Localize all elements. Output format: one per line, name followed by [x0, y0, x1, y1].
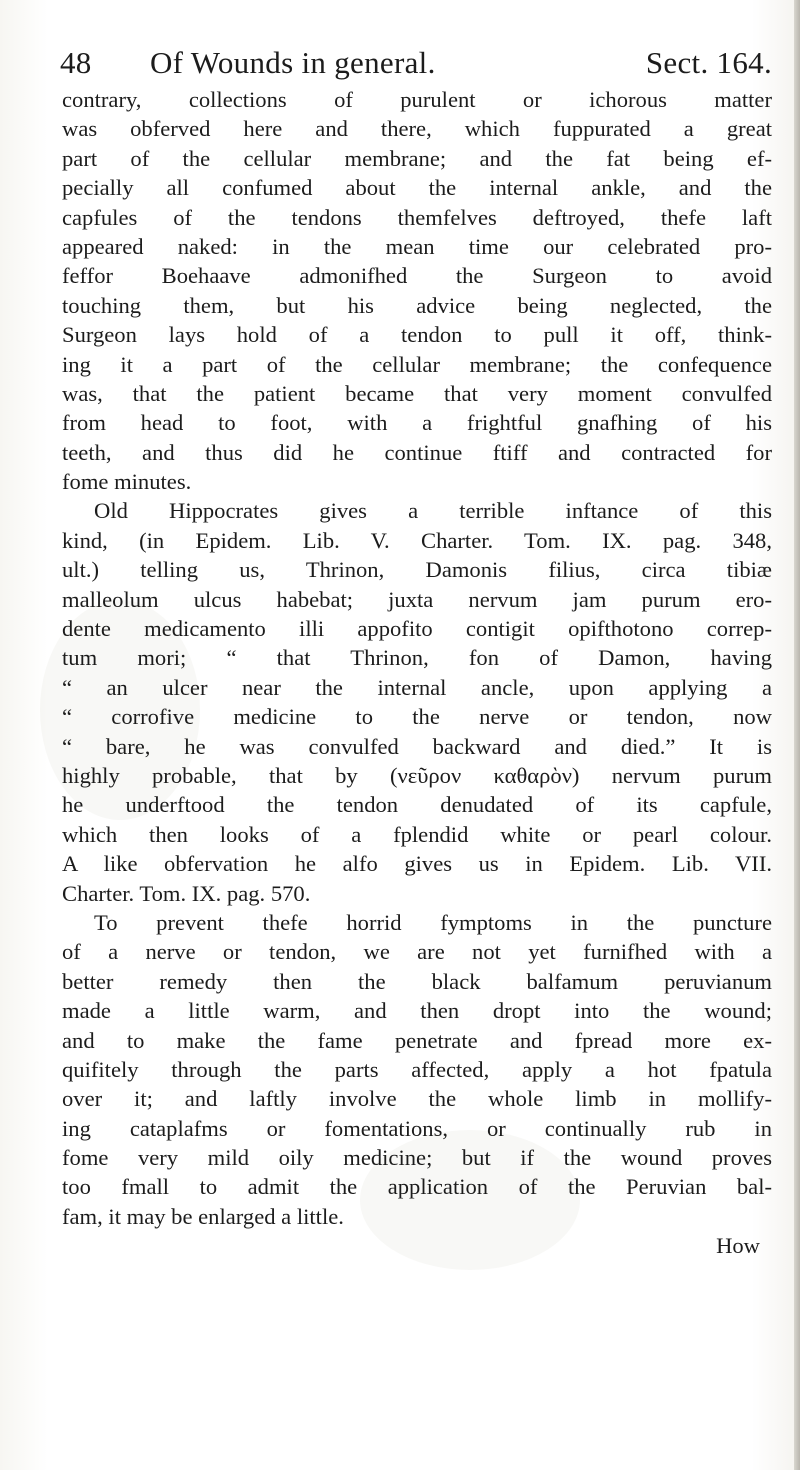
text-line: quifitely through the parts affected, apply a hot fpatula: [62, 1056, 772, 1082]
text-line: ing it a part of the cellular membrane; the confequence: [62, 351, 772, 377]
text-line: fome very mild oily medicine; but if the wound proves: [62, 1145, 772, 1171]
text-line: kind, (in Epidem. Lib. V. Charter. Tom. IX. pag. 348,: [62, 527, 772, 553]
text-line: made a little warm, and then dropt into the wound;: [62, 998, 772, 1024]
text-line: “ an ulcer near the internal ancle, upon applying a: [62, 674, 772, 700]
text-line: To prevent thefe horrid fymptoms in the puncture: [94, 909, 772, 935]
text-line: was obferved here and there, which fuppurated a great: [62, 116, 772, 142]
text-line: ing cataplafms or fomentations, or continually rub in: [62, 1115, 772, 1141]
text-line: malleolum ulcus habebat; juxta nervum jam purum ero-: [62, 586, 772, 612]
text-line: was, that the patient became that very moment convulfed: [62, 380, 772, 406]
catchword: How: [716, 1233, 760, 1259]
text-line: contrary, collections of purulent or ichorous matter: [62, 87, 772, 112]
text-line: feffor Boehaave admonifhed the Surgeon to avoid: [62, 263, 772, 289]
text-line: fam, it may be enlarged a little.: [62, 1203, 344, 1229]
text-line: highly probable, that by (νεῦρον καθαρὸν) nervum purum: [62, 762, 772, 788]
page-edge: [794, 0, 800, 1470]
text-line: “ corrofive medicine to the nerve or tendon, now: [62, 704, 772, 730]
text-line: better remedy then the black balfamum peruvianum: [62, 968, 772, 994]
text-line: fome minutes.: [62, 469, 192, 495]
text-line: he underftood the tendon denudated of its capfule,: [62, 792, 772, 818]
section-number: Sect. 164.: [645, 45, 772, 80]
text-line: of a nerve or tendon, we are not yet furnifhed with a: [62, 939, 772, 965]
text-line: “ bare, he was convulfed backward and died.” It is: [62, 733, 772, 759]
text-line: pecially all confumed about the internal ankle, and the: [62, 175, 772, 201]
text-line: Surgeon lays hold of a tendon to pull it off, think-: [62, 322, 772, 348]
text-line: dente medicamento illi appofito contigit opifthotono correp-: [62, 616, 772, 642]
text-line: touching them, but his advice being neglected, the: [62, 292, 772, 318]
text-line: appeared naked: in the mean time our celebrated pro-: [62, 233, 772, 259]
text-line: Charter. Tom. IX. pag. 570.: [62, 880, 311, 906]
text-line: from head to foot, with a frightful gnafhing of his: [62, 410, 772, 436]
text-line: tum mori; “ that Thrinon, fon of Damon, having: [62, 645, 772, 671]
text-line: which then looks of a fplendid white or pearl colour.: [62, 821, 772, 847]
text-line: over it; and laftly involve the whole limb in mollify-: [62, 1086, 772, 1112]
text-line: Old Hippocrates gives a terrible inftance of this: [94, 498, 772, 524]
text-line: ult.) telling us, Thrinon, Damonis filius, circa tibiæ: [62, 557, 772, 583]
text-line: part of the cellular membrane; and the fat being ef-: [62, 145, 772, 171]
text-line: teeth, and thus did he continue ftiff and contracted for: [62, 439, 772, 465]
running-title: Of Wounds in general.: [150, 45, 436, 80]
page-number: 48: [60, 45, 92, 80]
text-line: capfules of the tendons themfelves deftroyed, thefe laft: [62, 204, 772, 230]
text-line: A like obfervation he alfo gives us in Epidem. Lib. VII.: [62, 851, 772, 877]
body-text: [62, 85, 772, 1261]
text-line: too fmall to admit the application of the Peruvian bal-: [62, 1174, 772, 1200]
text-line: and to make the fame penetrate and fpread more ex-: [62, 1027, 772, 1053]
